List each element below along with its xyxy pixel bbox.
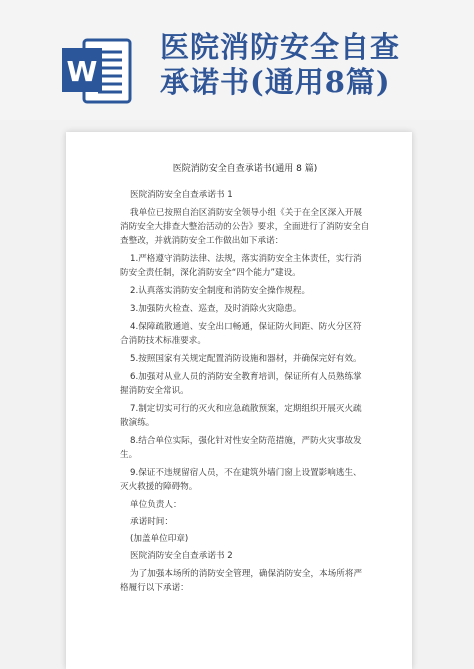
paragraph: 2.认真落实消防安全制度和消防安全操作规程。 <box>130 286 311 296</box>
paragraph: 1.严格遵守消防法律、法规，落实消防安全主体责任，实行消防安全责任制，深化消防安全“四个能力”建设。 <box>120 254 362 278</box>
paragraph: 9.保证不违规留宿人员，不在建筑外墙门窗上设置影响逃生、灭火救援的障碍物。 <box>120 468 362 492</box>
document-title: 医院消防安全自查承诺书(通用 8 篇) <box>172 164 318 174</box>
title-line-1: 医院消防安全自查 <box>160 30 401 64</box>
paragraph: 7.制定切实可行的灭火和应急疏散预案，定期组织开展灭火疏散演练。 <box>120 404 362 428</box>
paragraph: 我单位已按照自治区消防安全领导小组《关于在全区深入开展消防安全大排查大整治活动的公告》要求，全面进行了消防安全自查整改，并就消防安全工作做出如下承诺： <box>120 208 370 246</box>
page-title <box>160 30 400 100</box>
sign-person: 单位负责人： <box>130 500 182 510</box>
sign-time: 承诺时间： <box>130 517 173 527</box>
section-heading-1: 医院消防安全自查承诺书 1 <box>130 190 233 200</box>
svg-text:W: W <box>66 55 98 88</box>
title-line-2: 承诺书(通用8篇) <box>160 65 391 99</box>
paragraph: 5.按照国家有关规定配置消防设施和器材，并确保完好有效。 <box>130 354 362 364</box>
paragraph: 4.保障疏散通道、安全出口畅通，保证防火间距、防火分区符合消防技术标准要求。 <box>120 322 362 346</box>
document-page <box>66 132 412 669</box>
paragraph: 8.结合单位实际，强化针对性安全防范措施，严防火灾事故发生。 <box>120 436 362 460</box>
paragraph: 为了加强本场所的消防安全管理，确保消防安全，本场所将严格履行以下承诺： <box>120 569 363 593</box>
word-document-icon <box>62 38 132 104</box>
paragraph: 3.加强防火检查、巡查，及时消除火灾隐患。 <box>130 304 302 314</box>
section-heading-2: 医院消防安全自查承诺书 2 <box>130 551 233 561</box>
sign-seal: (加盖单位印章) <box>130 534 189 544</box>
header-banner <box>0 0 474 120</box>
paragraph: 6.加强对从业人员的消防安全教育培训，保证所有人员熟练掌握消防安全常识。 <box>120 372 362 396</box>
